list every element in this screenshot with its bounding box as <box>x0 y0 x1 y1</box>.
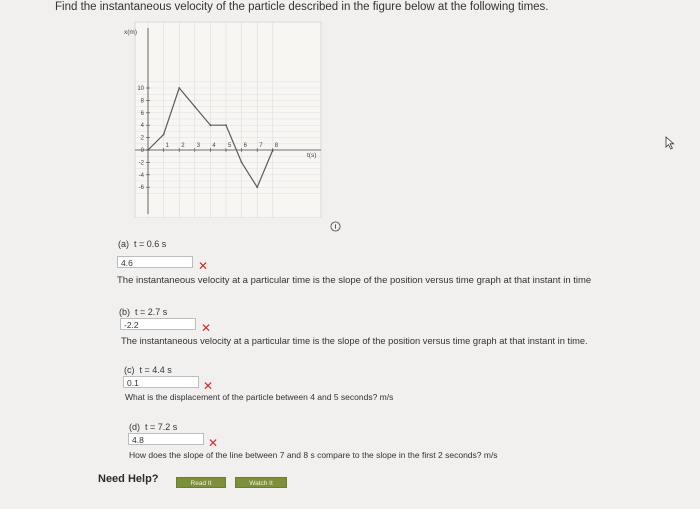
series-point <box>210 124 212 126</box>
y-tick-label: 8 <box>140 98 144 105</box>
read-it-button[interactable]: Read It <box>176 477 226 488</box>
watch-it-button[interactable]: Watch It <box>235 477 287 488</box>
part-d-time: t = 7.2 s <box>145 422 178 432</box>
y-tick-label: 0 <box>140 148 144 154</box>
part-d-wrong-icon: ✕ <box>208 436 219 450</box>
part-b-wrong-icon: ✕ <box>201 321 212 335</box>
part-a-label <box>118 239 166 249</box>
part-c-answer-input[interactable]: 0.1 <box>123 376 199 388</box>
x-tick-label: 8 <box>274 143 279 149</box>
part-d-feedback: How does the slope of the line between 7 and 8 s compare to the slope in the first 2 seconds? m/s <box>129 450 498 460</box>
x-tick-label: 1 <box>165 143 169 149</box>
x-tick-label: 3 <box>196 143 201 149</box>
position-time-graph <box>60 18 330 218</box>
part-c-letter: (c) <box>124 365 135 375</box>
part-a-feedback: The instantaneous velocity at a particular time is the slope of the position versus time graph at that instant in time <box>117 275 592 286</box>
y-tick-label: -6 <box>138 185 144 192</box>
part-d-answer-input[interactable]: 4.8 <box>128 433 204 445</box>
part-b-feedback: The instantaneous velocity at a particular time is the slope of the position versus time graph at that instant in time. <box>121 336 588 346</box>
part-d-label <box>129 422 177 432</box>
series-point <box>178 87 180 89</box>
series-point <box>241 162 243 164</box>
mouse-cursor-icon <box>665 136 677 150</box>
y-tick-label: 10 <box>137 86 144 92</box>
graph-background <box>135 22 321 218</box>
y-tick-label: 2 <box>140 135 144 142</box>
series-point <box>256 186 258 188</box>
x-tick-label: 7 <box>259 143 263 149</box>
part-b-time: t = 2.7 s <box>135 307 168 317</box>
part-a-letter: (a) <box>118 239 129 249</box>
y-axis-label: x(m) <box>124 29 137 36</box>
part-c-wrong-icon: ✕ <box>203 379 214 393</box>
series-point <box>225 124 227 126</box>
series-point <box>163 134 165 136</box>
part-b-label <box>119 307 167 317</box>
x-tick-label: 4 <box>212 143 216 149</box>
y-tick-label: 4 <box>140 123 144 130</box>
part-b-answer-input[interactable]: -2.2 <box>120 318 196 330</box>
y-tick-label: 6 <box>140 110 144 117</box>
part-b-letter: (b) <box>119 307 130 317</box>
y-tick-label: -4 <box>138 172 144 179</box>
part-c-time: t = 4.4 s <box>139 365 172 375</box>
info-icon[interactable] <box>330 221 341 232</box>
question-text: Find the instantaneous velocity of the particle described in the figure below at the following times. <box>55 1 549 13</box>
x-tick-label: 5 <box>228 143 232 149</box>
need-help-label: Need Help? <box>98 473 159 485</box>
part-c-label <box>124 365 172 375</box>
series-point <box>194 106 196 108</box>
part-d-letter: (d) <box>129 422 140 432</box>
part-a-time: t = 0.6 s <box>134 239 167 249</box>
x-tick-label: 2 <box>181 143 185 149</box>
part-c-feedback: What is the displacement of the particle between 4 and 5 seconds? m/s <box>125 392 394 402</box>
y-tick-label: -2 <box>138 160 144 167</box>
part-a-wrong-icon: ✕ <box>198 259 209 273</box>
x-tick-label: 6 <box>243 143 247 149</box>
x-axis-label: t(s) <box>307 152 317 159</box>
part-a-answer-input[interactable]: 4.6 <box>117 256 193 268</box>
